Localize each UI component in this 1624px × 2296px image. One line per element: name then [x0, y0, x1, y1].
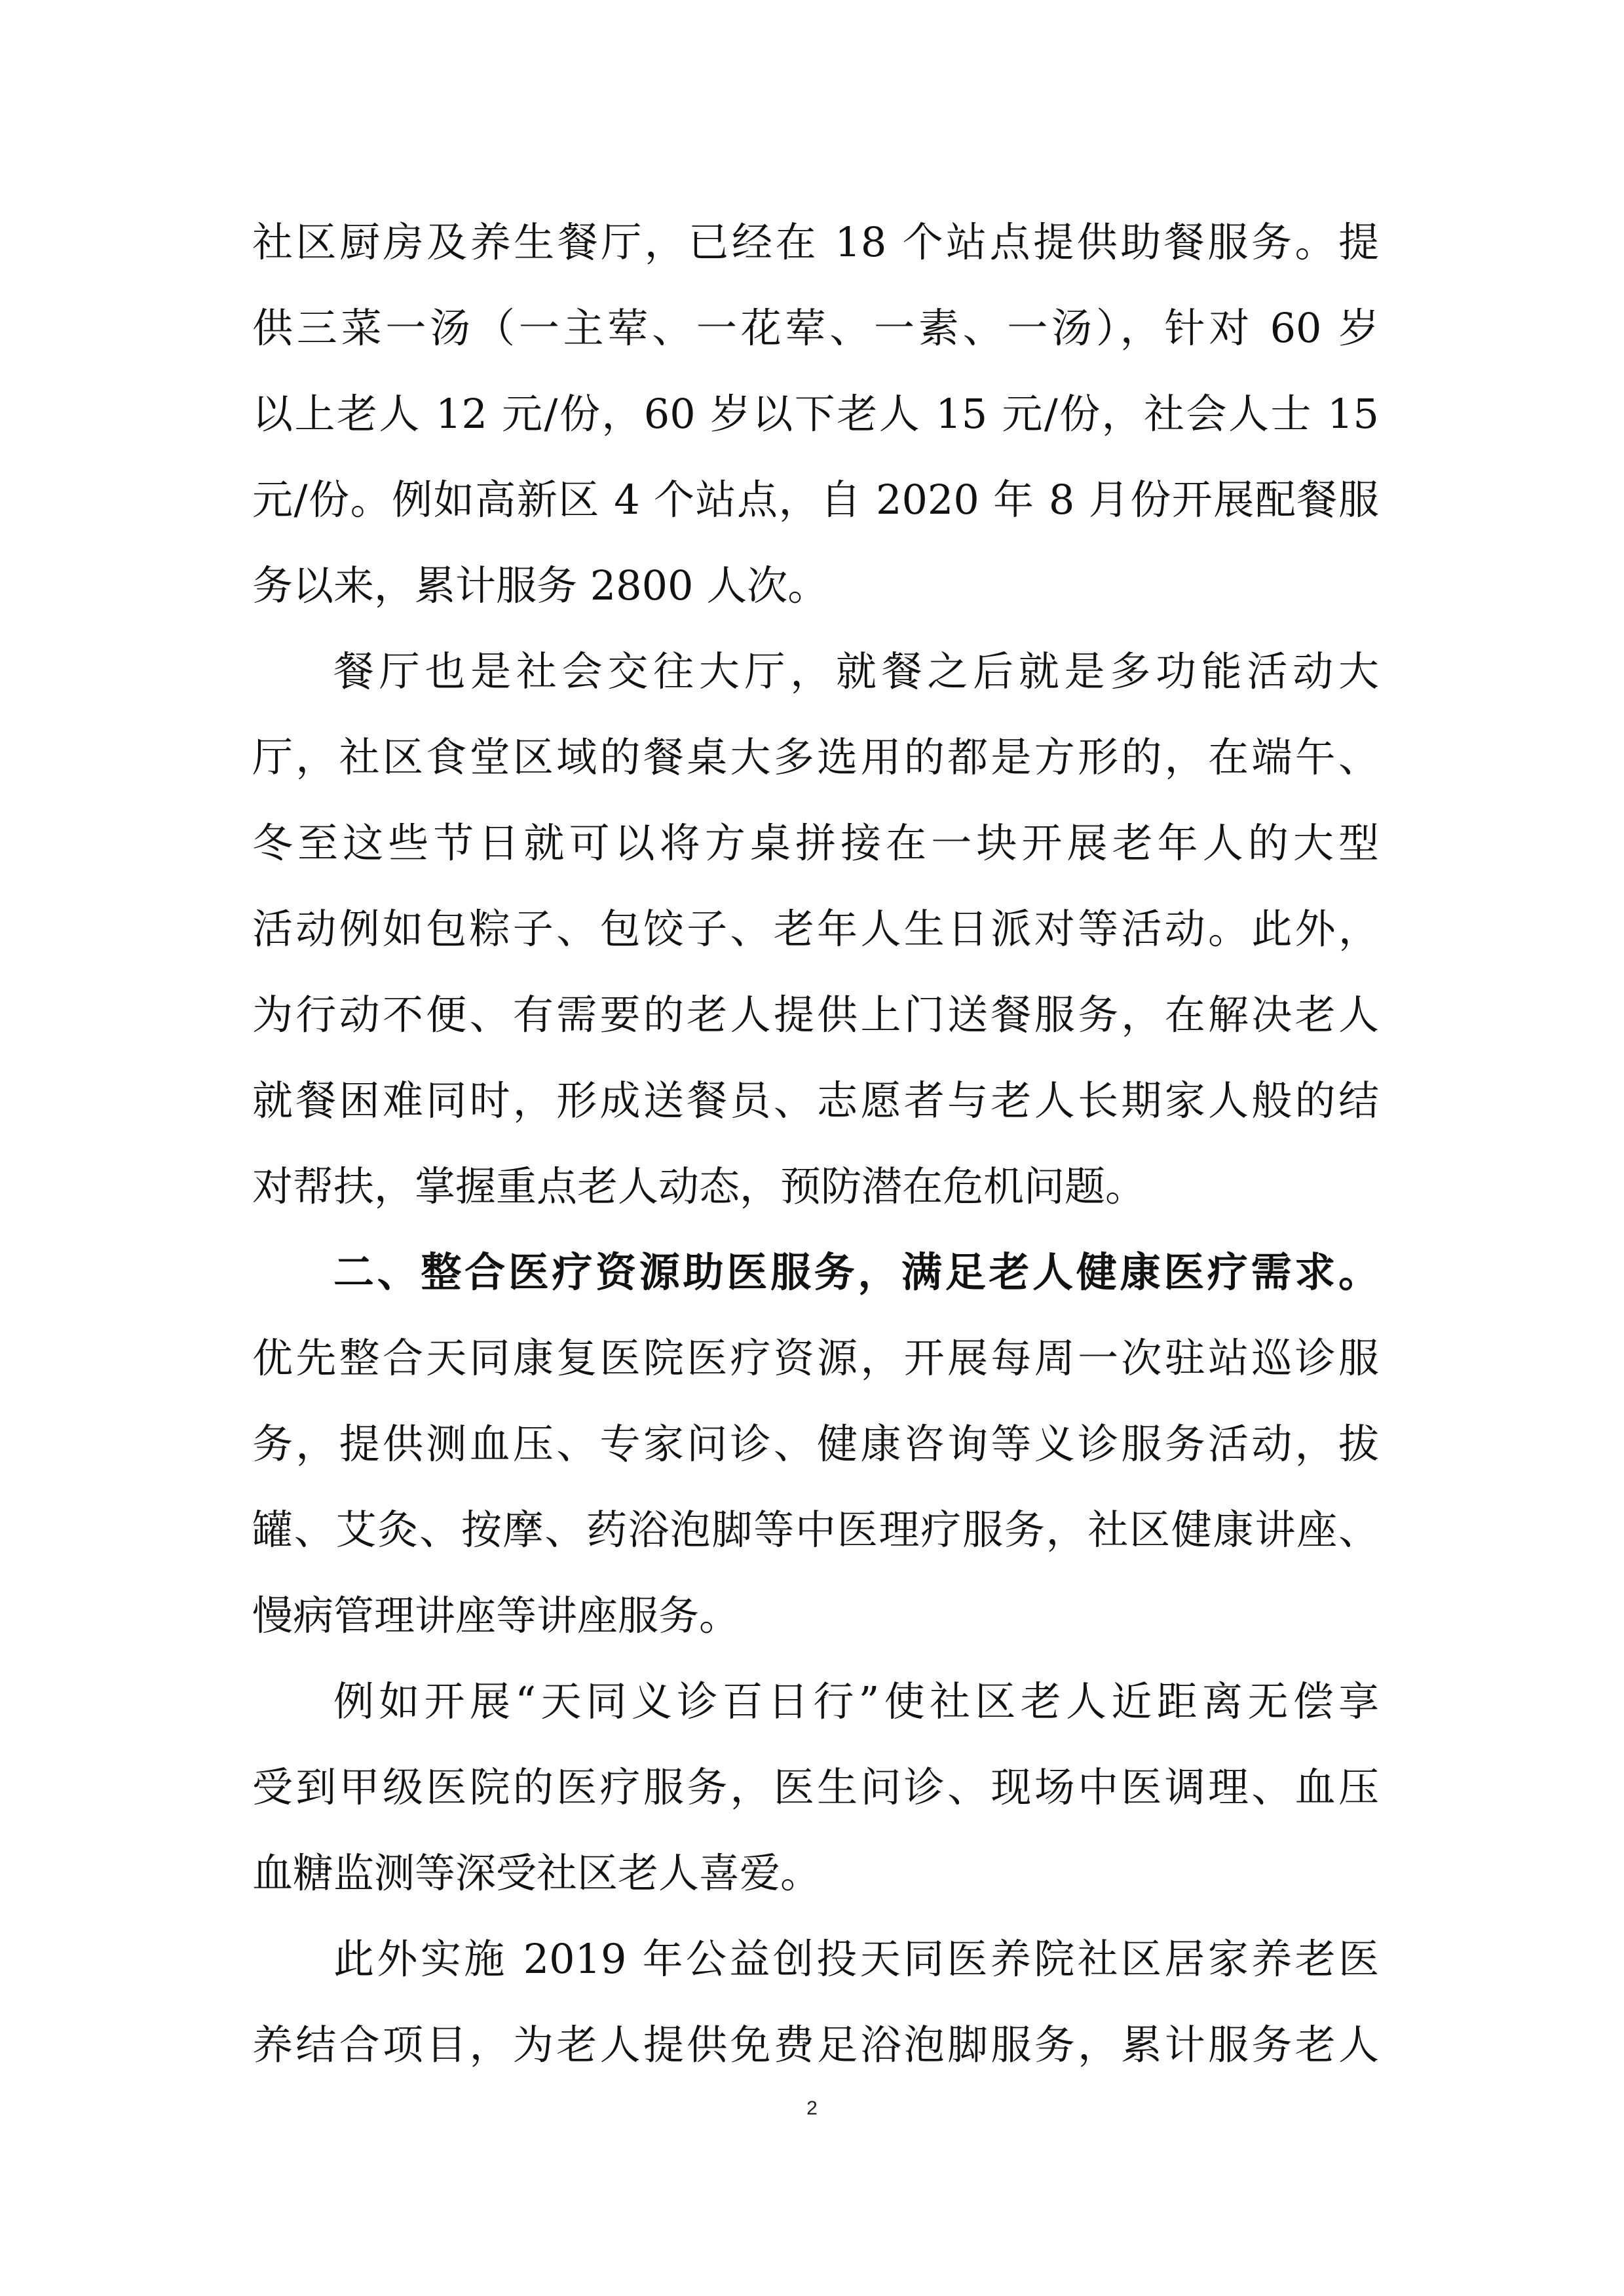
text-line: 对帮扶，掌握重点老人动态，预防潜在危机问题。: [252, 1162, 1146, 1210]
text-line: 供三菜一汤（一主荤、一花荤、一素、一汤），针对 60 岁: [252, 304, 1379, 352]
text-line: 为行动不便、有需要的老人提供上门送餐服务，在解决老人: [252, 991, 1379, 1039]
paragraph-first-line: 餐厅也是社会交往大厅，就餐之后就是多功能活动大: [333, 647, 1379, 695]
text-line: 社区厨房及养生餐厅，已经在 18 个站点提供助餐服务。提: [252, 218, 1379, 266]
text-line: 冬至这些节日就可以将方桌拼接在一块开展老年人的大型: [252, 819, 1379, 867]
text-line: 厅，社区食堂区域的餐桌大多选用的都是方形的，在端午、: [252, 733, 1379, 781]
text-line: 养结合项目，为老人提供免费足浴泡脚服务，累计服务老人: [252, 2021, 1379, 2069]
text-line: 受到甲级医院的医疗服务，医生问诊、现场中医调理、血压: [252, 1763, 1379, 1811]
text-line: 活动例如包粽子、包饺子、老年人生日派对等活动。此外，: [252, 905, 1379, 953]
text-line: 慢病管理讲座等讲座服务。: [252, 1592, 740, 1639]
page-number: 2: [806, 2097, 818, 2119]
text-line: 优先整合天同康复医院医疗资源，开展每周一次驻站巡诊服: [252, 1334, 1379, 1382]
text-line: 元/份。例如高新区 4 个站点，自 2020 年 8 月份开展配餐服: [252, 476, 1379, 524]
text-line: 以上老人 12 元/份，60 岁以下老人 15 元/份，社会人士 15: [252, 390, 1379, 438]
paragraph-first-line: 此外实施 2019 年公益创投天同医养院社区居家养老医: [333, 1935, 1379, 1983]
text-line: 务，提供测血压、专家问诊、健康咨询等义诊服务活动，拔: [252, 1420, 1379, 1468]
text-line: 务以来，累计服务 2800 人次。: [252, 562, 829, 609]
text-line: 就餐困难同时，形成送餐员、志愿者与老人长期家人般的结: [252, 1077, 1379, 1124]
text-line: 血糖监测等深受社区老人喜爱。: [252, 1849, 821, 1897]
text-line: 罐、艾灸、按摩、药浴泡脚等中医理疗服务，社区健康讲座、: [252, 1506, 1379, 1554]
section-heading: 二、整合医疗资源助医服务，满足老人健康医疗需求。: [333, 1248, 1379, 1296]
paragraph-first-line: 例如开展“天同义诊百日行”使社区老人近距离无偿享: [333, 1677, 1379, 1725]
